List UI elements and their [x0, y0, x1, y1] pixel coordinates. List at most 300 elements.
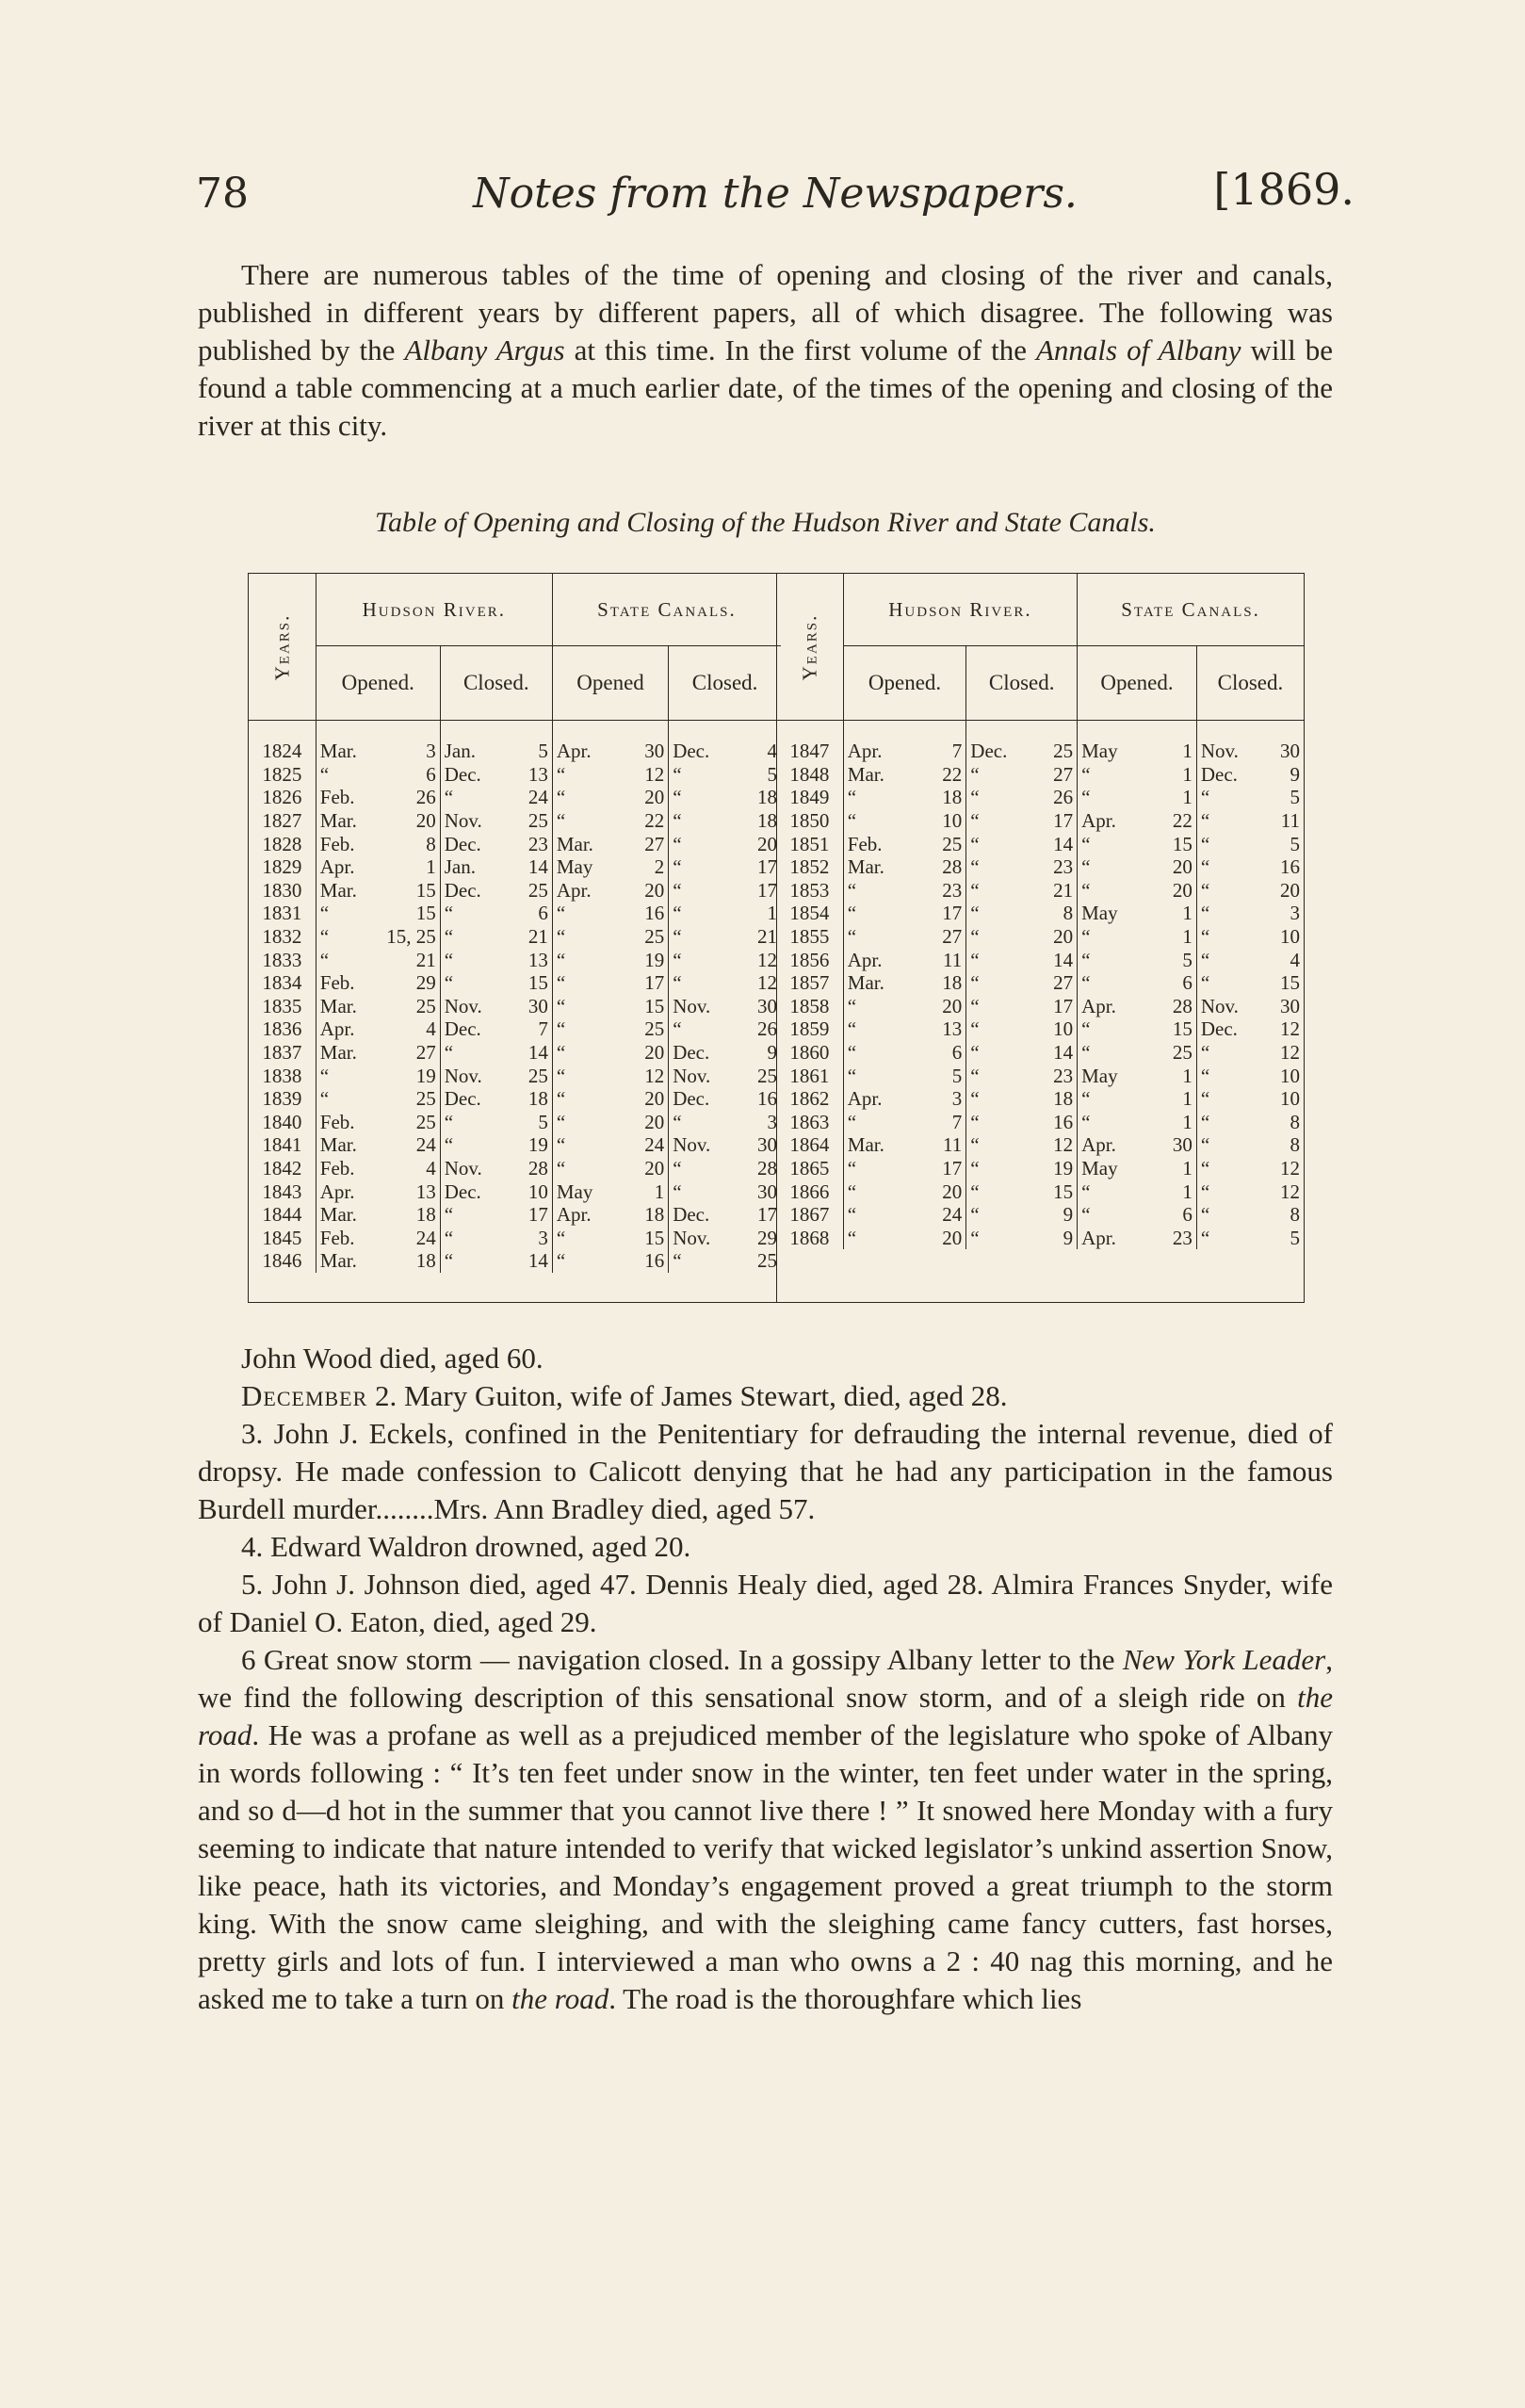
date-cell	[966, 1064, 1078, 1087]
day: 11	[1280, 809, 1300, 833]
year-cell: 1848	[789, 762, 830, 786]
date-cell	[316, 1064, 440, 1087]
month: “	[847, 1226, 857, 1249]
intro-text: There are numerous tables of the time of opening and closing of the river and canals, published in different years by different papers, all of which disagree. The following was published by the	[198, 258, 1333, 366]
date-cell	[669, 1249, 781, 1273]
day: 12	[1053, 1133, 1074, 1157]
opened-header: Opened.	[1078, 646, 1197, 721]
day: 5	[538, 740, 548, 763]
month: Feb.	[319, 971, 355, 995]
table-row	[776, 786, 1304, 809]
table-right-body	[776, 721, 1304, 1250]
month: “	[673, 971, 682, 995]
date-cell	[316, 1041, 440, 1065]
day: 14	[1053, 832, 1074, 855]
date-cell	[1078, 1157, 1197, 1180]
month: “	[556, 762, 566, 786]
day: 10	[1280, 1087, 1300, 1111]
day: 18	[942, 971, 963, 995]
date-cell	[1196, 763, 1304, 787]
day: 15	[527, 971, 548, 995]
day: 8	[1290, 1203, 1300, 1227]
running-title: Notes from the Newspapers.	[473, 170, 1078, 218]
date-cell	[843, 809, 966, 833]
month: “	[1200, 1087, 1210, 1111]
month: “	[970, 994, 980, 1017]
day: 17	[942, 902, 963, 925]
year-cell: 1828	[262, 832, 302, 855]
date-cell	[843, 1111, 966, 1134]
date-cell	[1078, 1111, 1197, 1134]
day: 9	[1063, 1226, 1074, 1249]
date-cell	[316, 948, 440, 971]
date-cell	[316, 763, 440, 787]
month: “	[970, 762, 980, 786]
year-cell: 1863	[789, 1110, 830, 1133]
date-cell	[669, 1180, 781, 1203]
day: 8	[1290, 1133, 1300, 1157]
month: “	[1081, 925, 1091, 949]
date-cell	[440, 855, 552, 879]
day: 16	[1280, 855, 1300, 879]
date-cell	[1078, 948, 1197, 971]
month: Mar.	[847, 971, 884, 995]
month: “	[673, 832, 682, 855]
day: 15	[644, 1226, 665, 1249]
month: Dec.	[1200, 762, 1238, 786]
year-cell: 1858	[789, 994, 830, 1017]
month: May	[1081, 902, 1118, 925]
year-cell: 1830	[262, 878, 302, 902]
state-canals-header: State Canals.	[1078, 574, 1304, 646]
date-cell	[440, 902, 552, 925]
date-cell	[669, 740, 781, 763]
body-text	[198, 1340, 1333, 2018]
date-cell	[966, 995, 1078, 1018]
closed-header: Closed.	[440, 646, 552, 721]
day: 4	[767, 740, 777, 763]
day: 12	[757, 971, 777, 995]
table-row	[249, 1157, 781, 1180]
month: “	[444, 1249, 454, 1273]
day: 15	[1280, 971, 1300, 995]
date-cell	[843, 1064, 966, 1087]
day: 20	[1280, 878, 1300, 902]
table-row	[249, 1017, 781, 1041]
year-cell: 1825	[262, 762, 302, 786]
month: May	[1081, 1064, 1118, 1087]
year-cell: 1850	[789, 809, 830, 833]
month: “	[1081, 1110, 1091, 1133]
table-row	[776, 1133, 1304, 1157]
year-cell: 1846	[262, 1249, 302, 1273]
date-cell	[440, 786, 552, 809]
month: “	[1081, 832, 1091, 855]
month: “	[556, 1110, 566, 1133]
date-cell	[843, 1041, 966, 1065]
month: “	[1200, 948, 1210, 971]
month: Feb.	[319, 1156, 355, 1180]
year-cell: 1867	[789, 1203, 830, 1227]
month: Feb.	[319, 786, 355, 809]
day: 30	[757, 994, 777, 1017]
month: Apr.	[847, 948, 883, 971]
month: “	[970, 902, 980, 925]
date-cell	[1196, 1017, 1304, 1041]
date-cell	[843, 902, 966, 925]
month: “	[847, 902, 857, 925]
day: 25	[757, 1064, 777, 1087]
day: 25	[942, 832, 963, 855]
month: “	[444, 925, 454, 949]
month: “	[847, 1041, 857, 1065]
day: 5	[538, 1110, 548, 1133]
date-cell	[669, 1203, 781, 1227]
entry-december-6: 6 Great snow storm — navigation closed. In a gossipy Albany letter to the New York Leader, we find the following description of this sensational snow storm, and of a sleigh ride on the road. He was a profane as well as a prejudiced member of the legislature who spoke of Albany in words following : “ It’s ten feet under snow in the winter, ten feet under water in the spring, and so d—d hot in the summer that you cannot live there ! ” It snowed here Monday with a fury seeming to indicate that nature intended to verify that wicked legislator’s unkind assertion Snow, like peace, hath its victories, and Monday’s engagement proved a great triumph to the storm king. With the snow came sleighing, and with the sleighing came fancy cutters, fast horses, pretty girls and lots of fun. I interviewed a man who owns a 2 : 40 nag this morning, and he asked me to take a turn on the road. The road is the thoroughfare which lies	[198, 1643, 1333, 2015]
table-row	[776, 1226, 1304, 1249]
year-cell: 1827	[262, 809, 302, 833]
month: “	[444, 1226, 454, 1249]
month: Nov.	[1200, 740, 1239, 763]
day: 17	[527, 1203, 548, 1227]
year-cell: 1852	[789, 855, 830, 879]
date-cell	[440, 1111, 552, 1134]
month: Nov.	[444, 809, 482, 833]
month: “	[556, 1041, 566, 1065]
month: “	[556, 786, 566, 809]
month: “	[970, 1133, 980, 1157]
date-cell	[316, 1180, 440, 1203]
day: 20	[942, 1180, 963, 1203]
date-cell	[316, 1087, 440, 1111]
month: “	[1081, 948, 1091, 971]
date-cell	[1196, 995, 1304, 1018]
date-cell	[552, 948, 668, 971]
day: 13	[415, 1180, 436, 1203]
table-row	[249, 763, 781, 787]
month: Mar.	[319, 740, 357, 763]
month: “	[970, 1156, 980, 1180]
day: 17	[1053, 809, 1074, 833]
albany-argus-title: Albany Argus	[404, 334, 565, 366]
month: Mar.	[319, 1041, 357, 1065]
day: 1	[1182, 740, 1192, 763]
month: Apr.	[1081, 994, 1116, 1017]
day: 20	[1172, 878, 1192, 902]
date-cell	[669, 763, 781, 787]
month: Dec.	[970, 740, 1008, 763]
day: 15, 25	[386, 925, 436, 949]
date-cell	[1078, 902, 1197, 925]
day: 20	[644, 1156, 665, 1180]
month: Mar.	[847, 762, 884, 786]
day: 17	[757, 855, 777, 879]
day: 19	[527, 1133, 548, 1157]
month: “	[1200, 878, 1210, 902]
day: 24	[527, 786, 548, 809]
date-cell	[1196, 1087, 1304, 1111]
month: Nov.	[444, 994, 482, 1017]
date-cell	[1196, 1180, 1304, 1203]
date-cell	[552, 971, 668, 995]
opened-header: Opened.	[316, 646, 440, 721]
month: Apr.	[319, 1180, 355, 1203]
month: “	[970, 1064, 980, 1087]
month: “	[1200, 832, 1210, 855]
month: “	[970, 786, 980, 809]
month: “	[556, 925, 566, 949]
month: “	[847, 1017, 857, 1041]
day: 30	[1172, 1133, 1192, 1157]
month: “	[673, 878, 682, 902]
day: 1	[426, 855, 436, 879]
date-cell	[316, 879, 440, 903]
date-cell	[1078, 832, 1197, 855]
year-cell: 1866	[789, 1180, 830, 1203]
month: “	[319, 1087, 330, 1111]
date-cell	[552, 879, 668, 903]
year-cell: 1849	[789, 786, 830, 809]
month: Dec.	[444, 762, 481, 786]
date-cell	[316, 740, 440, 763]
date-cell	[440, 1087, 552, 1111]
table-row	[249, 1249, 781, 1273]
date-cell	[669, 855, 781, 879]
day: 17	[1053, 994, 1074, 1017]
date-cell	[669, 925, 781, 949]
table-row	[776, 1064, 1304, 1087]
month: “	[1200, 1064, 1210, 1087]
month: “	[673, 948, 682, 971]
day: 1	[1182, 786, 1192, 809]
day: 12	[1280, 1156, 1300, 1180]
month: Nov.	[444, 1064, 482, 1087]
day: 17	[757, 1203, 777, 1227]
date-cell	[1078, 763, 1197, 787]
date-cell	[316, 1249, 440, 1273]
date-cell	[316, 995, 440, 1018]
new-york-leader-title: New York Leader	[1122, 1643, 1326, 1676]
day: 18	[942, 786, 963, 809]
month: “	[847, 925, 857, 949]
day: 27	[415, 1041, 436, 1065]
date-cell	[1196, 1203, 1304, 1227]
day: 26	[757, 1017, 777, 1041]
date-cell	[440, 740, 552, 763]
date-cell	[1078, 879, 1197, 903]
year-cell: 1838	[262, 1064, 302, 1087]
month: Mar.	[847, 1133, 884, 1157]
month: “	[847, 1110, 857, 1133]
date-cell	[966, 1087, 1078, 1111]
month: Apr.	[847, 1087, 883, 1111]
year-cell: 1839	[262, 1087, 302, 1111]
date-cell	[440, 1133, 552, 1157]
date-cell	[440, 1203, 552, 1227]
date-cell	[1196, 1157, 1304, 1180]
day: 27	[1053, 971, 1074, 995]
day: 18	[757, 786, 777, 809]
date-cell	[966, 740, 1078, 763]
day: 14	[1053, 948, 1074, 971]
day: 14	[527, 855, 548, 879]
day: 1	[1182, 902, 1192, 925]
date-cell	[552, 832, 668, 855]
month: “	[1200, 1226, 1210, 1249]
date-cell	[669, 1111, 781, 1134]
river-canal-table	[248, 573, 1305, 1303]
day: 7	[951, 1110, 963, 1133]
month: “	[1081, 878, 1091, 902]
date-cell	[316, 1017, 440, 1041]
month: Nov.	[1200, 994, 1239, 1017]
date-cell	[669, 995, 781, 1018]
day: 6	[426, 762, 436, 786]
date-cell	[1196, 879, 1304, 903]
year-cell: 1851	[789, 832, 830, 855]
date-cell	[552, 763, 668, 787]
years-header: Years.	[249, 574, 316, 721]
date-cell	[669, 1064, 781, 1087]
month: Jan.	[444, 855, 476, 879]
date-cell	[966, 971, 1078, 995]
closed-header: Closed.	[669, 646, 781, 721]
date-cell	[440, 1017, 552, 1041]
table-row	[776, 948, 1304, 971]
month: “	[1200, 925, 1210, 949]
date-cell	[669, 809, 781, 833]
date-cell	[669, 786, 781, 809]
day: 23	[1053, 855, 1074, 879]
table-row	[249, 855, 781, 879]
table-caption: Table of Opening and Closing of the Hudson River and State Canals.	[375, 507, 1156, 538]
month: “	[1081, 1017, 1091, 1041]
table-row	[249, 809, 781, 833]
table-row	[776, 902, 1304, 925]
year-cell: 1856	[789, 948, 830, 971]
month: “	[673, 925, 682, 949]
day: 11	[943, 1133, 963, 1157]
date-cell	[669, 879, 781, 903]
month: Feb.	[319, 1226, 355, 1249]
date-cell	[440, 925, 552, 949]
month: Apr.	[556, 740, 592, 763]
date-cell	[966, 1203, 1078, 1227]
day: 18	[415, 1249, 436, 1273]
day: 25	[527, 1064, 548, 1087]
date-cell	[440, 1180, 552, 1203]
date-cell	[316, 1133, 440, 1157]
opened-header: Opened	[552, 646, 668, 721]
day: 21	[757, 925, 777, 949]
month: Dec.	[673, 1041, 710, 1065]
day: 12	[644, 1064, 665, 1087]
year-cell: 1836	[262, 1017, 302, 1041]
day: 15	[415, 902, 436, 925]
table-row	[776, 1017, 1304, 1041]
date-cell	[316, 925, 440, 949]
day: 8	[1290, 1110, 1300, 1133]
day: 24	[415, 1133, 436, 1157]
month: “	[673, 1156, 682, 1180]
date-cell	[966, 948, 1078, 971]
date-cell	[1196, 832, 1304, 855]
date-cell	[966, 786, 1078, 809]
date-cell	[1078, 855, 1197, 879]
date-cell	[966, 763, 1078, 787]
day: 17	[942, 1156, 963, 1180]
day: 25	[527, 878, 548, 902]
table-row	[776, 925, 1304, 949]
day: 20	[942, 1226, 963, 1249]
day: 10	[1053, 1017, 1074, 1041]
month: Nov.	[673, 1133, 711, 1157]
month: “	[319, 762, 330, 786]
year-cell: 1859	[789, 1017, 830, 1041]
month: “	[556, 1156, 566, 1180]
date-cell	[669, 1226, 781, 1249]
month: Dec.	[444, 878, 481, 902]
month: Nov.	[673, 994, 711, 1017]
day: 3	[767, 1110, 777, 1133]
day: 6	[538, 902, 548, 925]
day: 19	[1053, 1156, 1074, 1180]
date-cell	[1196, 1133, 1304, 1157]
month: “	[1200, 1156, 1210, 1180]
opened-header: Opened.	[843, 646, 966, 721]
day: 23	[1172, 1226, 1192, 1249]
day: 18	[527, 1087, 548, 1111]
month: Mar.	[319, 878, 357, 902]
month: “	[1081, 855, 1091, 879]
date-cell	[316, 1157, 440, 1180]
date-cell	[843, 740, 966, 763]
month: “	[970, 1041, 980, 1065]
month: Jan.	[444, 740, 476, 763]
day: 5	[1290, 1226, 1300, 1249]
day: 3	[426, 740, 436, 763]
date-cell	[843, 1017, 966, 1041]
day: 30	[527, 994, 548, 1017]
date-cell	[1078, 740, 1197, 763]
date-cell	[1196, 1064, 1304, 1087]
day: 1	[654, 1180, 665, 1203]
table-row	[776, 740, 1304, 763]
table-row	[249, 925, 781, 949]
month: “	[319, 948, 330, 971]
table-right	[776, 574, 1304, 1249]
date-cell	[552, 809, 668, 833]
month: “	[847, 1064, 857, 1087]
month: “	[444, 1110, 454, 1133]
month: May	[556, 855, 593, 879]
date-cell	[440, 995, 552, 1018]
month: “	[847, 878, 857, 902]
month: Apr.	[847, 740, 883, 763]
date-cell	[1196, 786, 1304, 809]
day: 23	[942, 878, 963, 902]
month: “	[319, 925, 330, 949]
table-row	[249, 1087, 781, 1111]
date-cell	[669, 832, 781, 855]
day: 1	[1182, 1180, 1192, 1203]
date-cell	[1196, 948, 1304, 971]
date-cell	[1078, 971, 1197, 995]
day: 5	[1290, 832, 1300, 855]
closed-header: Closed.	[966, 646, 1078, 721]
year-cell: 1865	[789, 1156, 830, 1180]
day: 20	[644, 786, 665, 809]
